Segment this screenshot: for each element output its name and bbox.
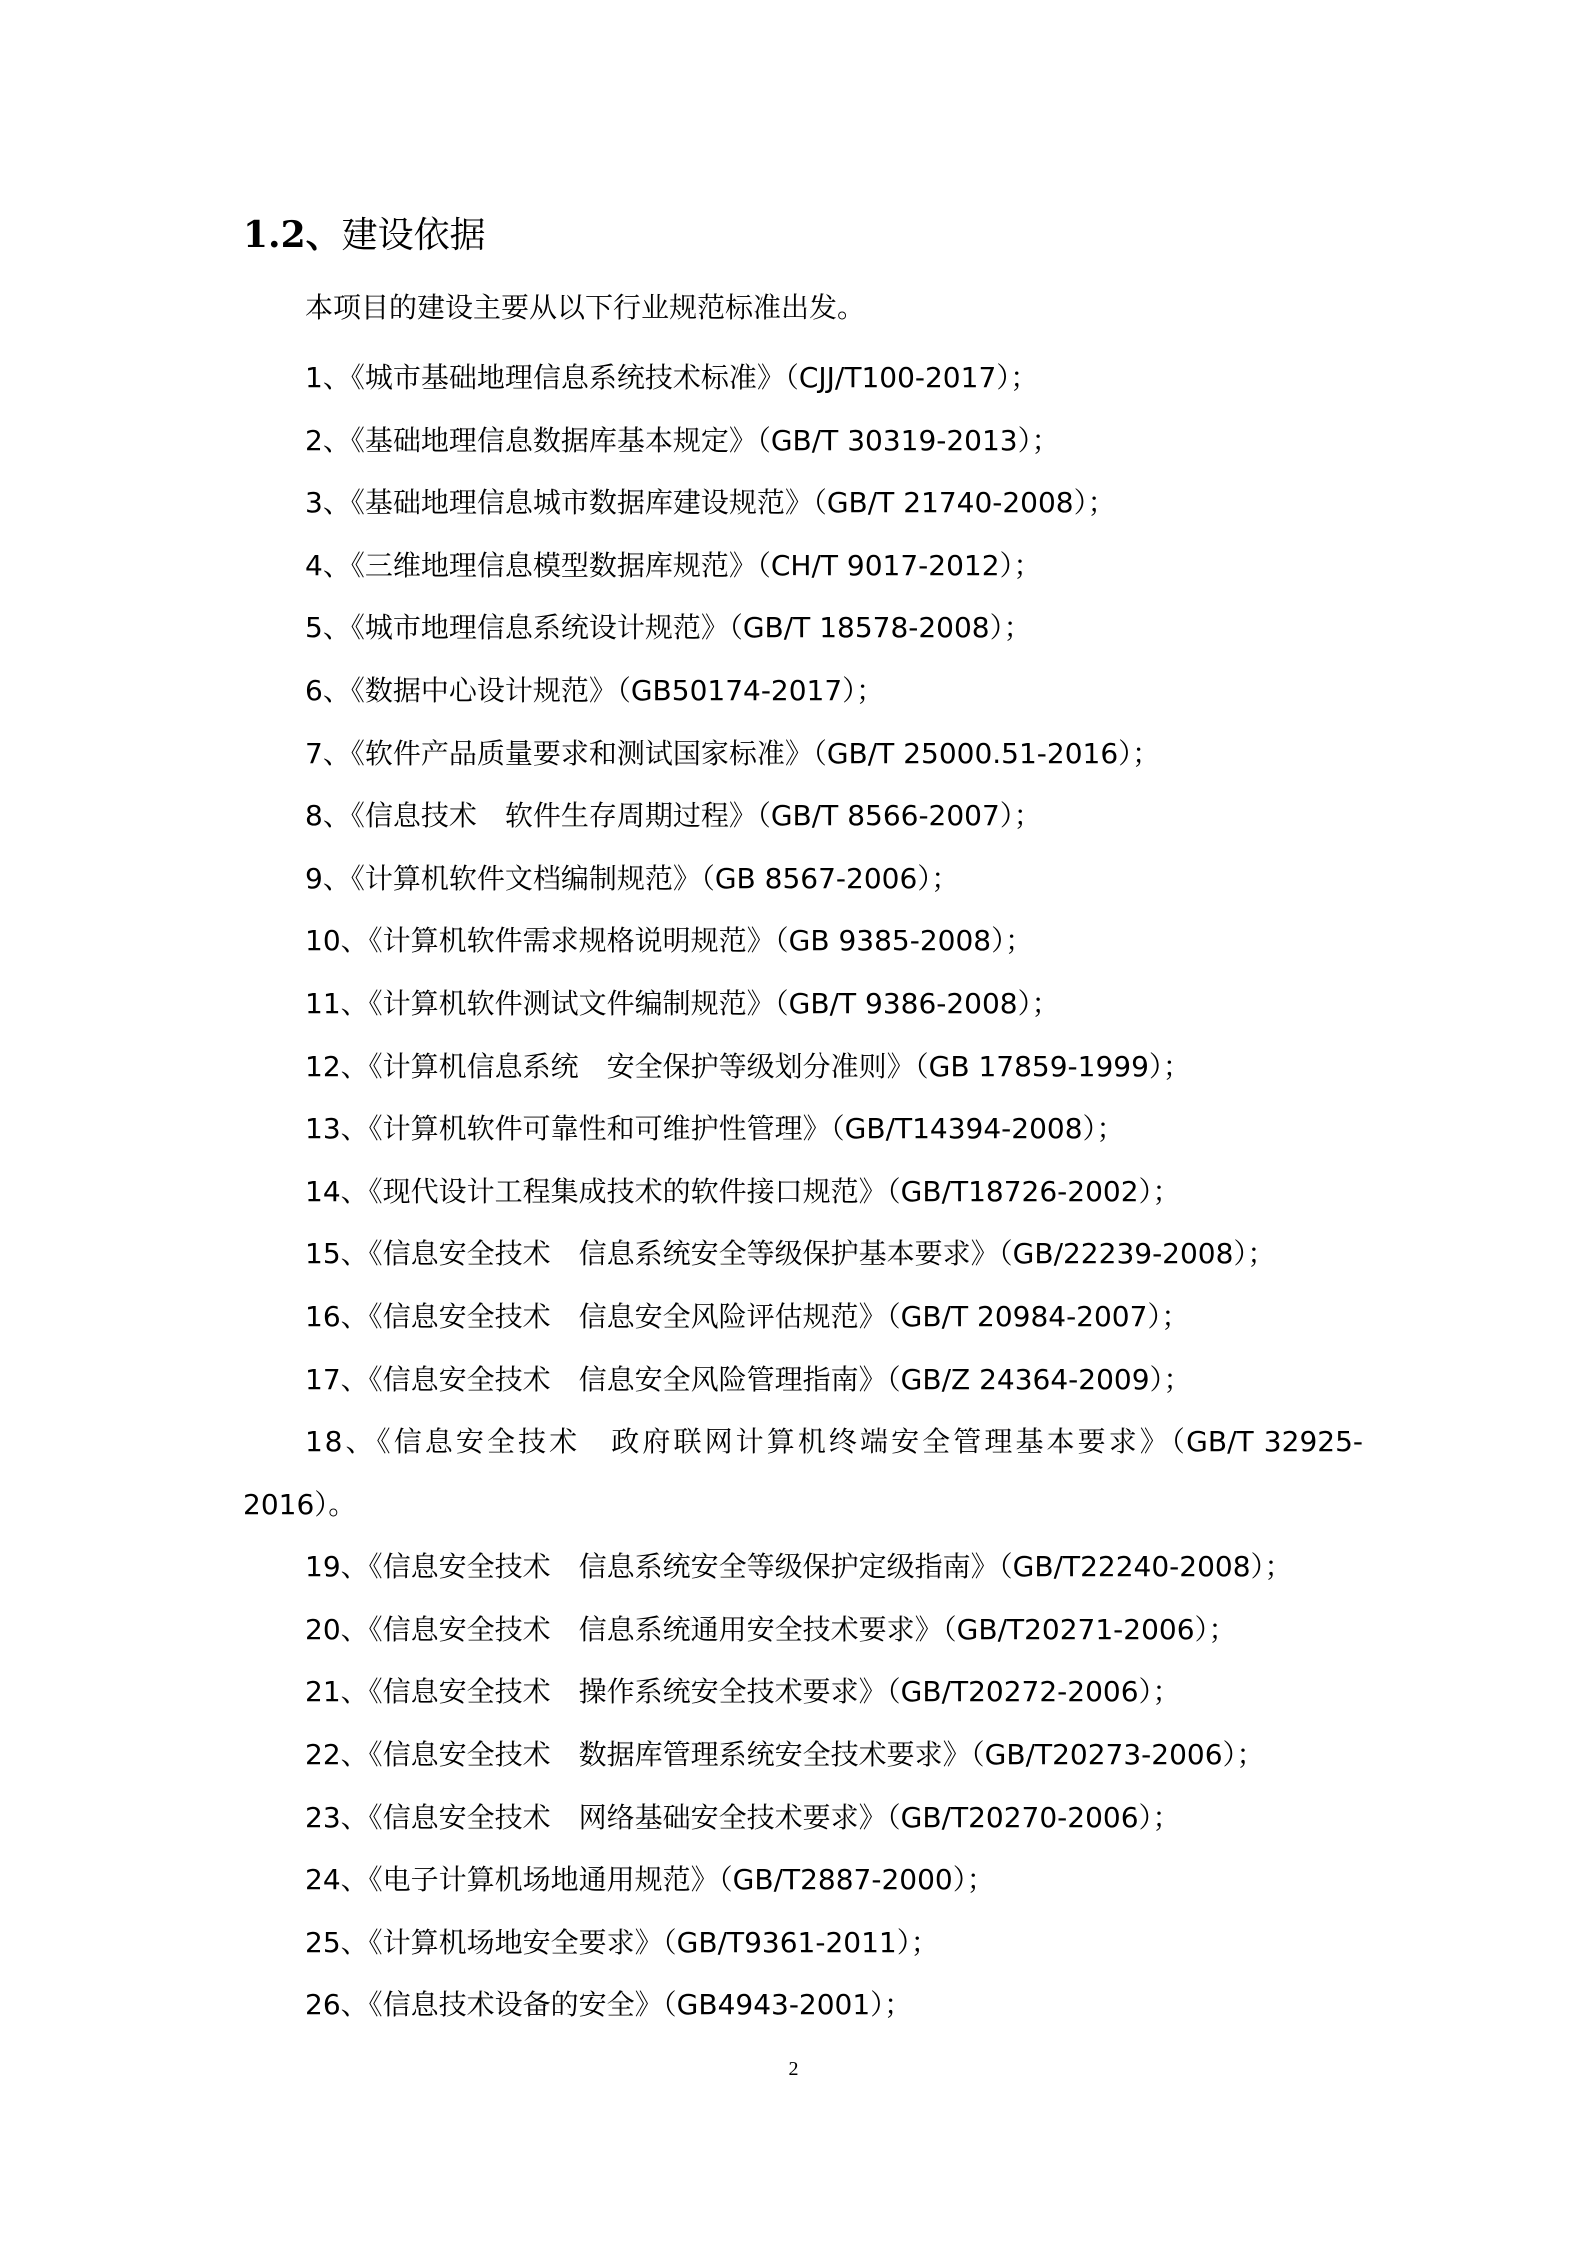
item-title: 《信息安全技术 信息系统通用安全技术要求》 (368, 1612, 943, 1646)
list-item (243, 1536, 1363, 1599)
list-item (243, 660, 1363, 723)
item-title: 《信息安全技术 操作系统安全技术要求》 (368, 1675, 887, 1709)
list-item (243, 848, 1363, 911)
section-number: 1.2、 (243, 214, 342, 256)
item-title: 《电子计算机场地通用规范》 (368, 1863, 719, 1897)
item-title: 《计算机软件需求规格说明规范》 (368, 924, 775, 958)
item-title: 《现代设计工程集成技术的软件接口规范》 (368, 1174, 887, 1208)
item-title: 《信息技术 软件生存周期过程》 (350, 799, 757, 833)
list-item (243, 410, 1363, 473)
item-number: 9、 (305, 861, 351, 895)
standards-list (243, 347, 1363, 2037)
item-number: 20、 (305, 1612, 369, 1646)
item-title: 《信息安全技术 信息系统安全等级保护基本要求》 (368, 1237, 999, 1271)
section-heading (243, 210, 486, 261)
list-item (243, 1411, 1363, 1536)
item-number: 1、 (305, 361, 351, 394)
item-title: 《基础地理信息城市数据库建设规范》 (350, 486, 813, 520)
item-title: 《信息安全技术 数据库管理系统安全技术要求》 (368, 1738, 971, 1772)
item-number: 5、 (305, 611, 351, 645)
item-code: （GB/T20271-2006）； (942, 1612, 1237, 1646)
item-number: 2、 (305, 423, 351, 457)
item-code: （GB/T 30319-2013）； (756, 423, 1060, 457)
item-number: 22、 (305, 1738, 369, 1772)
item-code: （GB/T9361-2011）； (662, 1925, 939, 1959)
list-item (243, 910, 1363, 973)
item-code: （GB/T22240-2008）； (998, 1550, 1293, 1584)
item-title: 《数据中心设计规范》 (350, 673, 617, 707)
item-code: （GB/T20272-2006）； (886, 1675, 1181, 1709)
item-code: （GB/T 9386-2008）； (774, 986, 1060, 1020)
item-number: 25、 (305, 1925, 369, 1959)
list-item (243, 1286, 1363, 1349)
item-code: （GB 8567-2006）； (700, 861, 960, 895)
item-code: （GB/T20273-2006）； (970, 1738, 1265, 1772)
item-code: （GB/T 32925-2016）。 (243, 1425, 1363, 1521)
item-title: 《计算机软件可靠性和可维护性管理》 (368, 1112, 831, 1146)
list-item (243, 1724, 1363, 1787)
item-code: （GB/T 18578-2008）； (728, 611, 1032, 645)
item-title: 《基础地理信息数据库基本规定》 (350, 423, 757, 457)
item-code: （GB/T 8566-2007）； (756, 799, 1042, 833)
item-number: 16、 (305, 1299, 369, 1333)
list-item (243, 1098, 1363, 1161)
section-title: 建设依据 (341, 215, 486, 256)
item-title: 《软件产品质量要求和测试国家标准》 (350, 736, 813, 770)
item-number: 11、 (305, 986, 369, 1020)
item-number: 4、 (305, 548, 351, 582)
item-code: （GB/T 20984-2007）； (886, 1299, 1190, 1333)
item-number: 24、 (305, 1863, 369, 1897)
item-number: 6、 (305, 673, 351, 707)
item-number: 17、 (305, 1362, 369, 1396)
item-code: （GB/22239-2008）； (998, 1237, 1276, 1271)
item-title: 《信息安全技术 网络基础安全技术要求》 (368, 1800, 887, 1834)
item-number: 26、 (305, 1988, 369, 2022)
list-item (243, 1599, 1363, 1662)
item-title: 《计算机信息系统 安全保护等级划分准则》 (368, 1049, 915, 1083)
item-title: 《信息安全技术 信息系统安全等级保护定级指南》 (368, 1550, 999, 1584)
intro-paragraph: 本项目的建设主要从以下行业规范标准出发。 (305, 291, 866, 324)
list-item (243, 1349, 1363, 1412)
item-title: 《信息安全技术 政府联网计算机终端安全管理基本要求》 (376, 1425, 1171, 1459)
item-title: 《城市地理信息系统设计规范》 (350, 611, 729, 645)
item-number: 19、 (305, 1550, 369, 1584)
item-title: 《信息安全技术 信息安全风险管理指南》 (368, 1362, 887, 1396)
list-item (243, 785, 1363, 848)
list-item (243, 1787, 1363, 1850)
list-item (243, 723, 1363, 786)
list-item (243, 1036, 1363, 1099)
item-title: 《计算机软件测试文件编制规范》 (368, 986, 775, 1020)
item-number: 7、 (305, 736, 351, 770)
item-code: （GB/T20270-2006）； (886, 1800, 1181, 1834)
item-number: 14、 (305, 1174, 369, 1208)
item-number: 10、 (305, 924, 369, 958)
item-number: 3、 (305, 486, 351, 520)
item-code: （GB/T2887-2000）； (718, 1863, 995, 1897)
item-number: 15、 (305, 1237, 369, 1271)
item-code: （GB/T14394-2008）； (830, 1112, 1125, 1146)
item-code: （GB 9385-2008）； (774, 924, 1034, 958)
list-item (243, 1849, 1363, 1912)
item-title: 《城市基础地理信息系统技术标准》 (350, 361, 785, 394)
list-item (243, 535, 1363, 598)
page-number: 2 (788, 2058, 799, 2080)
item-title: 《计算机软件文档编制规范》 (350, 861, 701, 895)
item-title: 《三维地理信息模型数据库规范》 (350, 548, 757, 582)
item-code: （GB 17859-1999）； (914, 1049, 1191, 1083)
item-number: 21、 (305, 1675, 369, 1709)
list-item (243, 1223, 1363, 1286)
item-title: 《信息安全技术 信息安全风险评估规范》 (368, 1299, 887, 1333)
item-code: （GB50174-2017）； (616, 673, 885, 707)
list-item (243, 472, 1363, 535)
item-number: 8、 (305, 799, 351, 833)
list-item (243, 1661, 1363, 1724)
item-number: 18、 (305, 1425, 377, 1459)
item-code: （GB/T18726-2002）； (886, 1174, 1181, 1208)
list-item (243, 597, 1363, 660)
item-number: 23、 (305, 1800, 369, 1834)
item-code: （GB/T 25000.51-2016）； (812, 736, 1161, 770)
list-item (243, 347, 1363, 410)
item-code: （GB4943-2001）； (662, 1988, 913, 2022)
item-title: 《计算机场地安全要求》 (368, 1925, 663, 1959)
item-code: （CJJ/T100-2017）； (784, 361, 1039, 394)
list-item (243, 973, 1363, 1036)
list-item (243, 1974, 1363, 2037)
item-number: 13、 (305, 1112, 369, 1146)
item-code: （GB/Z 24364-2009）； (886, 1362, 1192, 1396)
item-code: （GB/T 21740-2008）； (812, 486, 1116, 520)
item-title: 《信息技术设备的安全》 (368, 1988, 663, 2022)
list-item (243, 1161, 1363, 1224)
list-item (243, 1912, 1363, 1975)
item-number: 12、 (305, 1049, 369, 1083)
item-code: （CH/T 9017-2012）； (756, 548, 1042, 582)
